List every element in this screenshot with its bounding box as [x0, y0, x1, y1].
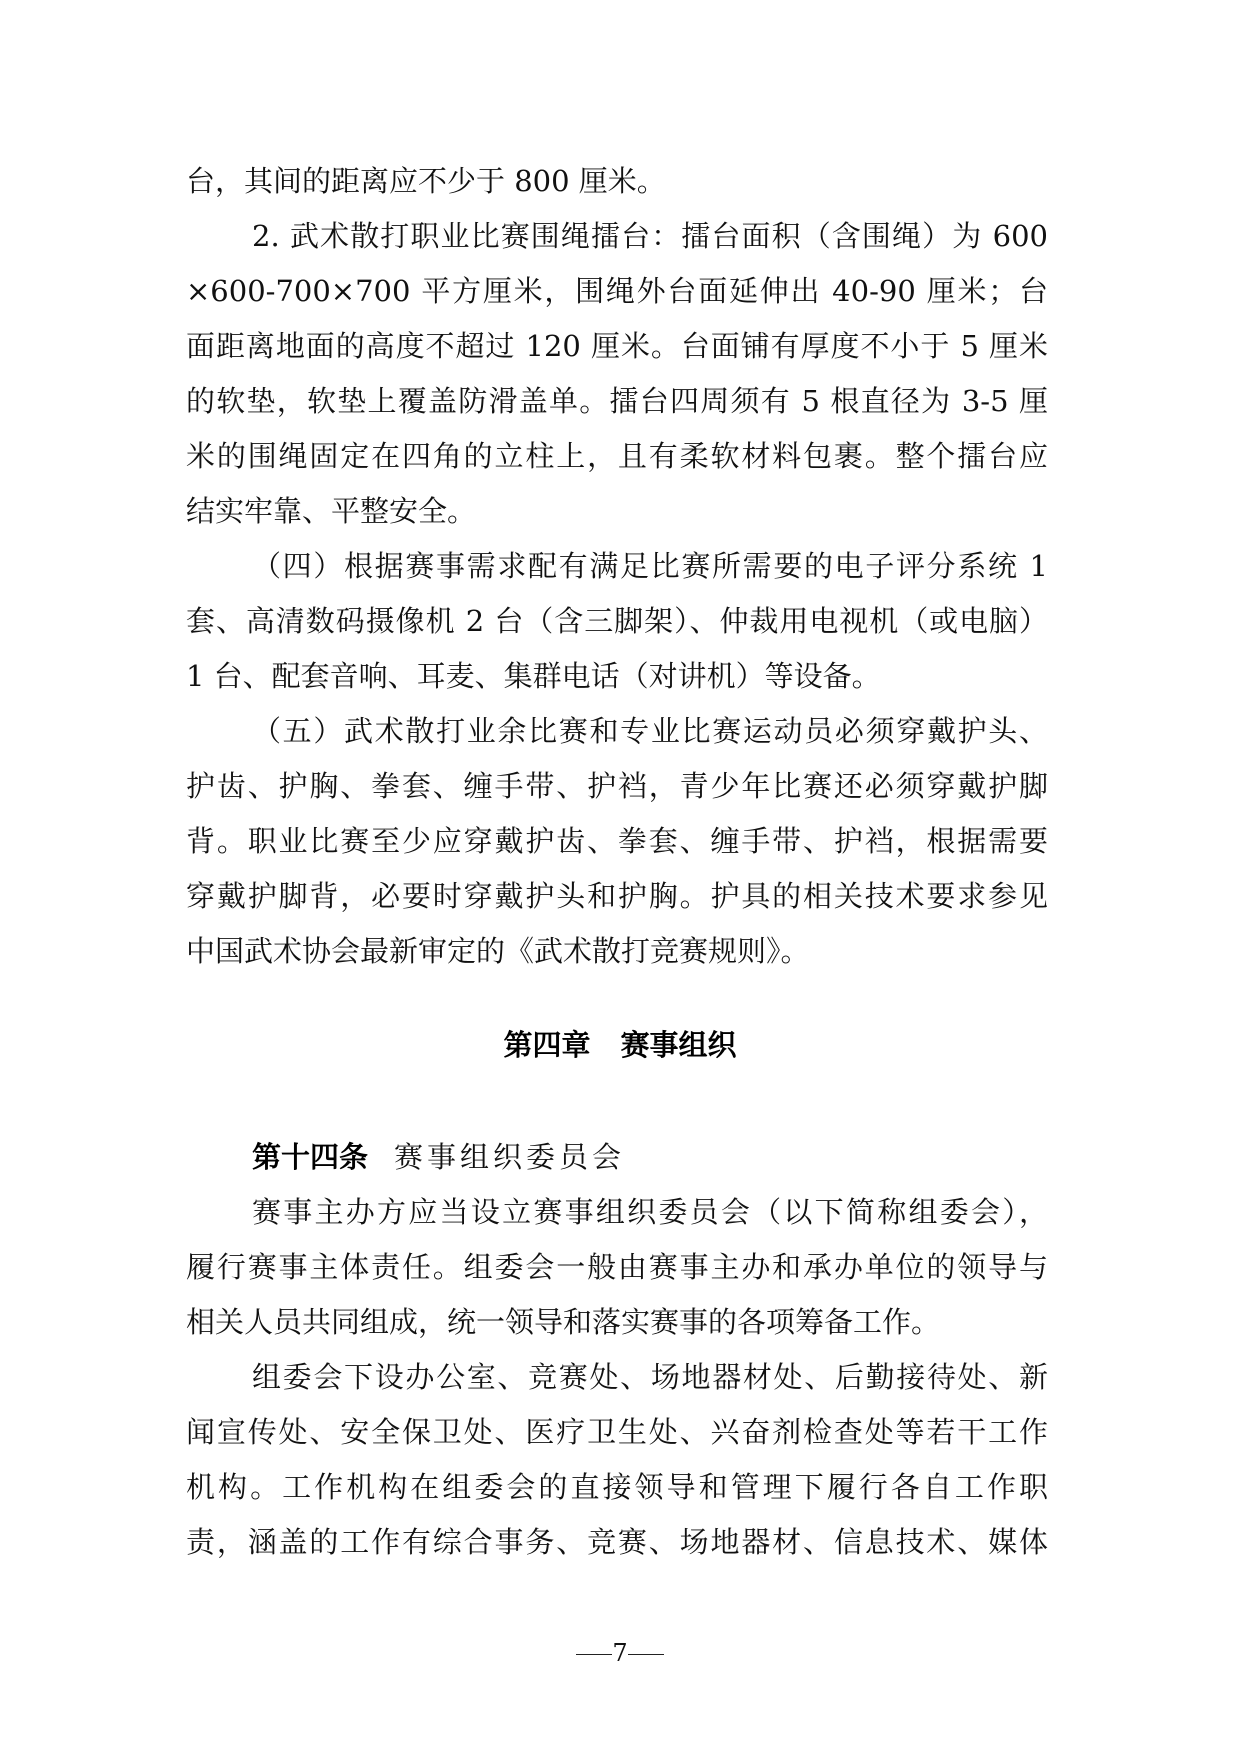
body-line: ×600-700×700 平方厘米，围绳外台面延伸出 40-90 厘米；台 [186, 274, 1048, 308]
body-line: 面距离地面的高度不超过 120 厘米。台面铺有厚度不小于 5 厘米 [186, 329, 1048, 363]
body-line: 组委会下设办公室、竞赛处、场地器材处、后勤接待处、新 [252, 1360, 1048, 1394]
chapter-title: 赛事组织 [620, 1028, 737, 1062]
page-number [0, 1636, 1240, 1670]
body-line: 背。职业比赛至少应穿戴护齿、拳套、缠手带、护裆，根据需要 [186, 824, 1048, 858]
chapter-heading [0, 1018, 1240, 1073]
article-number: 第十四条 [252, 1140, 369, 1174]
body-line: 护齿、护胸、拳套、缠手带、护裆，青少年比赛还必须穿戴护脚 [186, 769, 1048, 803]
dash-right [628, 1654, 664, 1655]
body-line: 机构。工作机构在组委会的直接领导和管理下履行各自工作职 [186, 1470, 1048, 1504]
body-line: 套、高清数码摄像机 2 台（含三脚架）、仲裁用电视机（或电脑） [186, 604, 1048, 638]
body-line: 责，涵盖的工作有综合事务、竞赛、场地器材、信息技术、媒体 [186, 1525, 1048, 1559]
body-line: 台，其间的距离应不少于 800 厘米。 [186, 164, 666, 198]
body-line: 闻宣传处、安全保卫处、医疗卫生处、兴奋剂检查处等若干工作 [186, 1415, 1048, 1449]
body-line: 1 台、配套音响、耳麦、集群电话（对讲机）等设备。 [186, 659, 881, 693]
article-heading [252, 1130, 625, 1185]
body-line: （四）根据赛事需求配有满足比赛所需要的电子评分系统 1 [252, 549, 1048, 583]
body-line: （五）武术散打业余比赛和专业比赛运动员必须穿戴护头、 [252, 714, 1048, 748]
body-line: 结实牢靠、平整安全。 [186, 494, 477, 528]
dash-left [576, 1654, 612, 1655]
body-line: 中国武术协会最新审定的《武术散打竞赛规则》。 [186, 934, 810, 968]
chapter-number: 第四章 [503, 1028, 591, 1062]
body-line: 2. 武术散打职业比赛围绳擂台：擂台面积（含围绳）为 600 [252, 219, 1048, 253]
page-number-value: 7 [612, 1639, 628, 1667]
body-line: 穿戴护脚背，必要时穿戴护头和护胸。护具的相关技术要求参见 [186, 879, 1048, 913]
body-line: 履行赛事主体责任。组委会一般由赛事主办和承办单位的领导与 [186, 1250, 1048, 1284]
body-line: 米的围绳固定在四角的立柱上，且有柔软材料包裹。整个擂台应 [186, 439, 1048, 473]
body-line: 赛事主办方应当设立赛事组织委员会（以下简称组委会）， [252, 1195, 1048, 1229]
article-title: 赛事组织委员会 [394, 1140, 626, 1174]
body-line: 的软垫，软垫上覆盖防滑盖单。擂台四周须有 5 根直径为 3-5 厘 [186, 384, 1048, 418]
body-line: 相关人员共同组成，统一领导和落实赛事的各项筹备工作。 [186, 1305, 941, 1339]
